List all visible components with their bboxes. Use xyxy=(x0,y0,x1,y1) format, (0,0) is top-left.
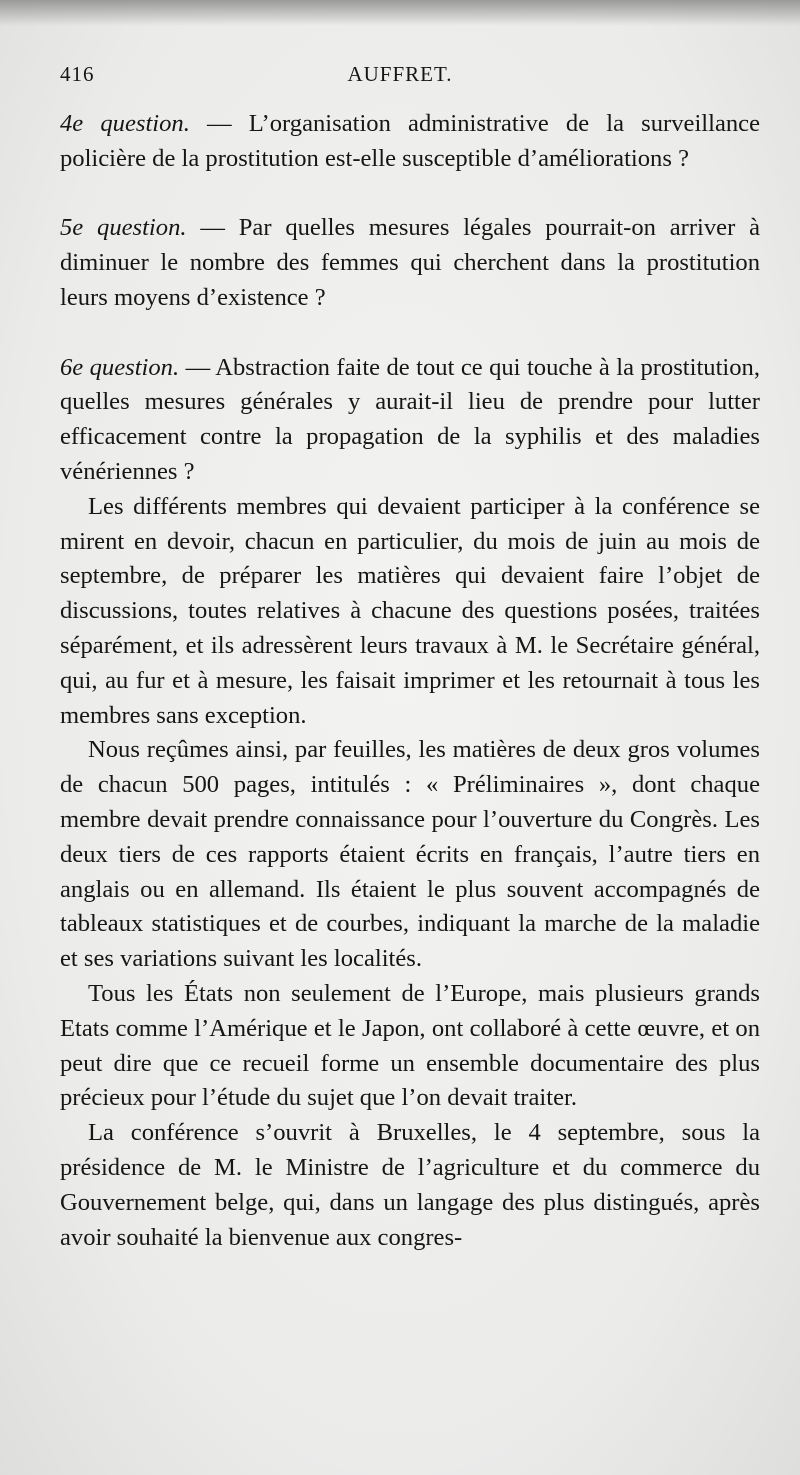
paragraph-conference: La conférence s’ouvrit à Bruxelles, le 4 septembre, sous la présidence de M. le Ministre de l’agriculture et du commerce du Gouvernement belge, qui, dans un langage des plus distingués, après avoir souhaité la bienvenue aux congres- xyxy=(60,1119,760,1251)
page-header xyxy=(60,62,740,92)
page-number: 416 xyxy=(60,62,95,86)
paragraph-volumes: Nous reçûmes ainsi, par feuilles, les matières de deux gros volumes de chacun 500 pages, intitulés : « Préliminaires », dont chaque membre devait prendre connaissance pour l’ouverture du Congrès. Les deux tiers de ces rapports étaient écrits en français, l’autre tiers en anglais ou en allemand. Ils étaient le plus souvent accompagnés de tableaux statistiques et de courbes, indiquant la marche de la maladie et ses variations suivant les localités. xyxy=(60,736,760,973)
question-label: 4e question. xyxy=(60,110,190,137)
question-text: — Abstraction faite de tout ce qui touche à la prostitution, quelles mesures générales y aurait-il lieu de prendre pour lutter efficacement contre la propagation de la syphilis et des maladies vénériennes ? xyxy=(60,353,761,485)
paragraph-membres: Les différents membres qui devaient participer à la conférence se mirent en devoir, chacun en particulier, du mois de juin au mois de septembre, de préparer les matières qui devaient faire l’objet de discussions, toutes relatives à chacune des questions posées, traitées séparément, et ils adressèrent leurs travaux à M. le Secrétaire général, qui, au fur et à mesure, les faisait imprimer et les retournait à tous les membres sans exception. xyxy=(60,492,760,729)
question-text: — L’organisation administrative de la surveillance policière de la prostitution est-elle susceptible d’améliorations ? xyxy=(60,110,760,172)
paragraph-question-4 xyxy=(60,107,760,177)
question-label: 6e question. xyxy=(60,353,180,381)
body-text xyxy=(60,107,760,1255)
running-head: AUFFRET. xyxy=(347,62,453,86)
page-top-shadow xyxy=(0,0,800,26)
paragraph-question-5 xyxy=(60,211,760,315)
question-label: 5e question. xyxy=(60,214,187,242)
paragraph-question-6 xyxy=(60,351,760,490)
paragraph-etats: Tous les États non seulement de l’Europe, mais plusieurs grands Etats comme l’Amérique et le Japon, ont collaboré à cette œuvre, et on peut dire que ce recueil forme un ensemble documentaire des plus précieux pour l’étude du sujet que l’on devait traiter. xyxy=(60,979,760,1112)
question-text: — Par quelles mesures légales pourrait-on arriver à diminuer le nombre des femmes qui cherchent dans la prostitution leurs moyens d’existence ? xyxy=(60,214,760,311)
